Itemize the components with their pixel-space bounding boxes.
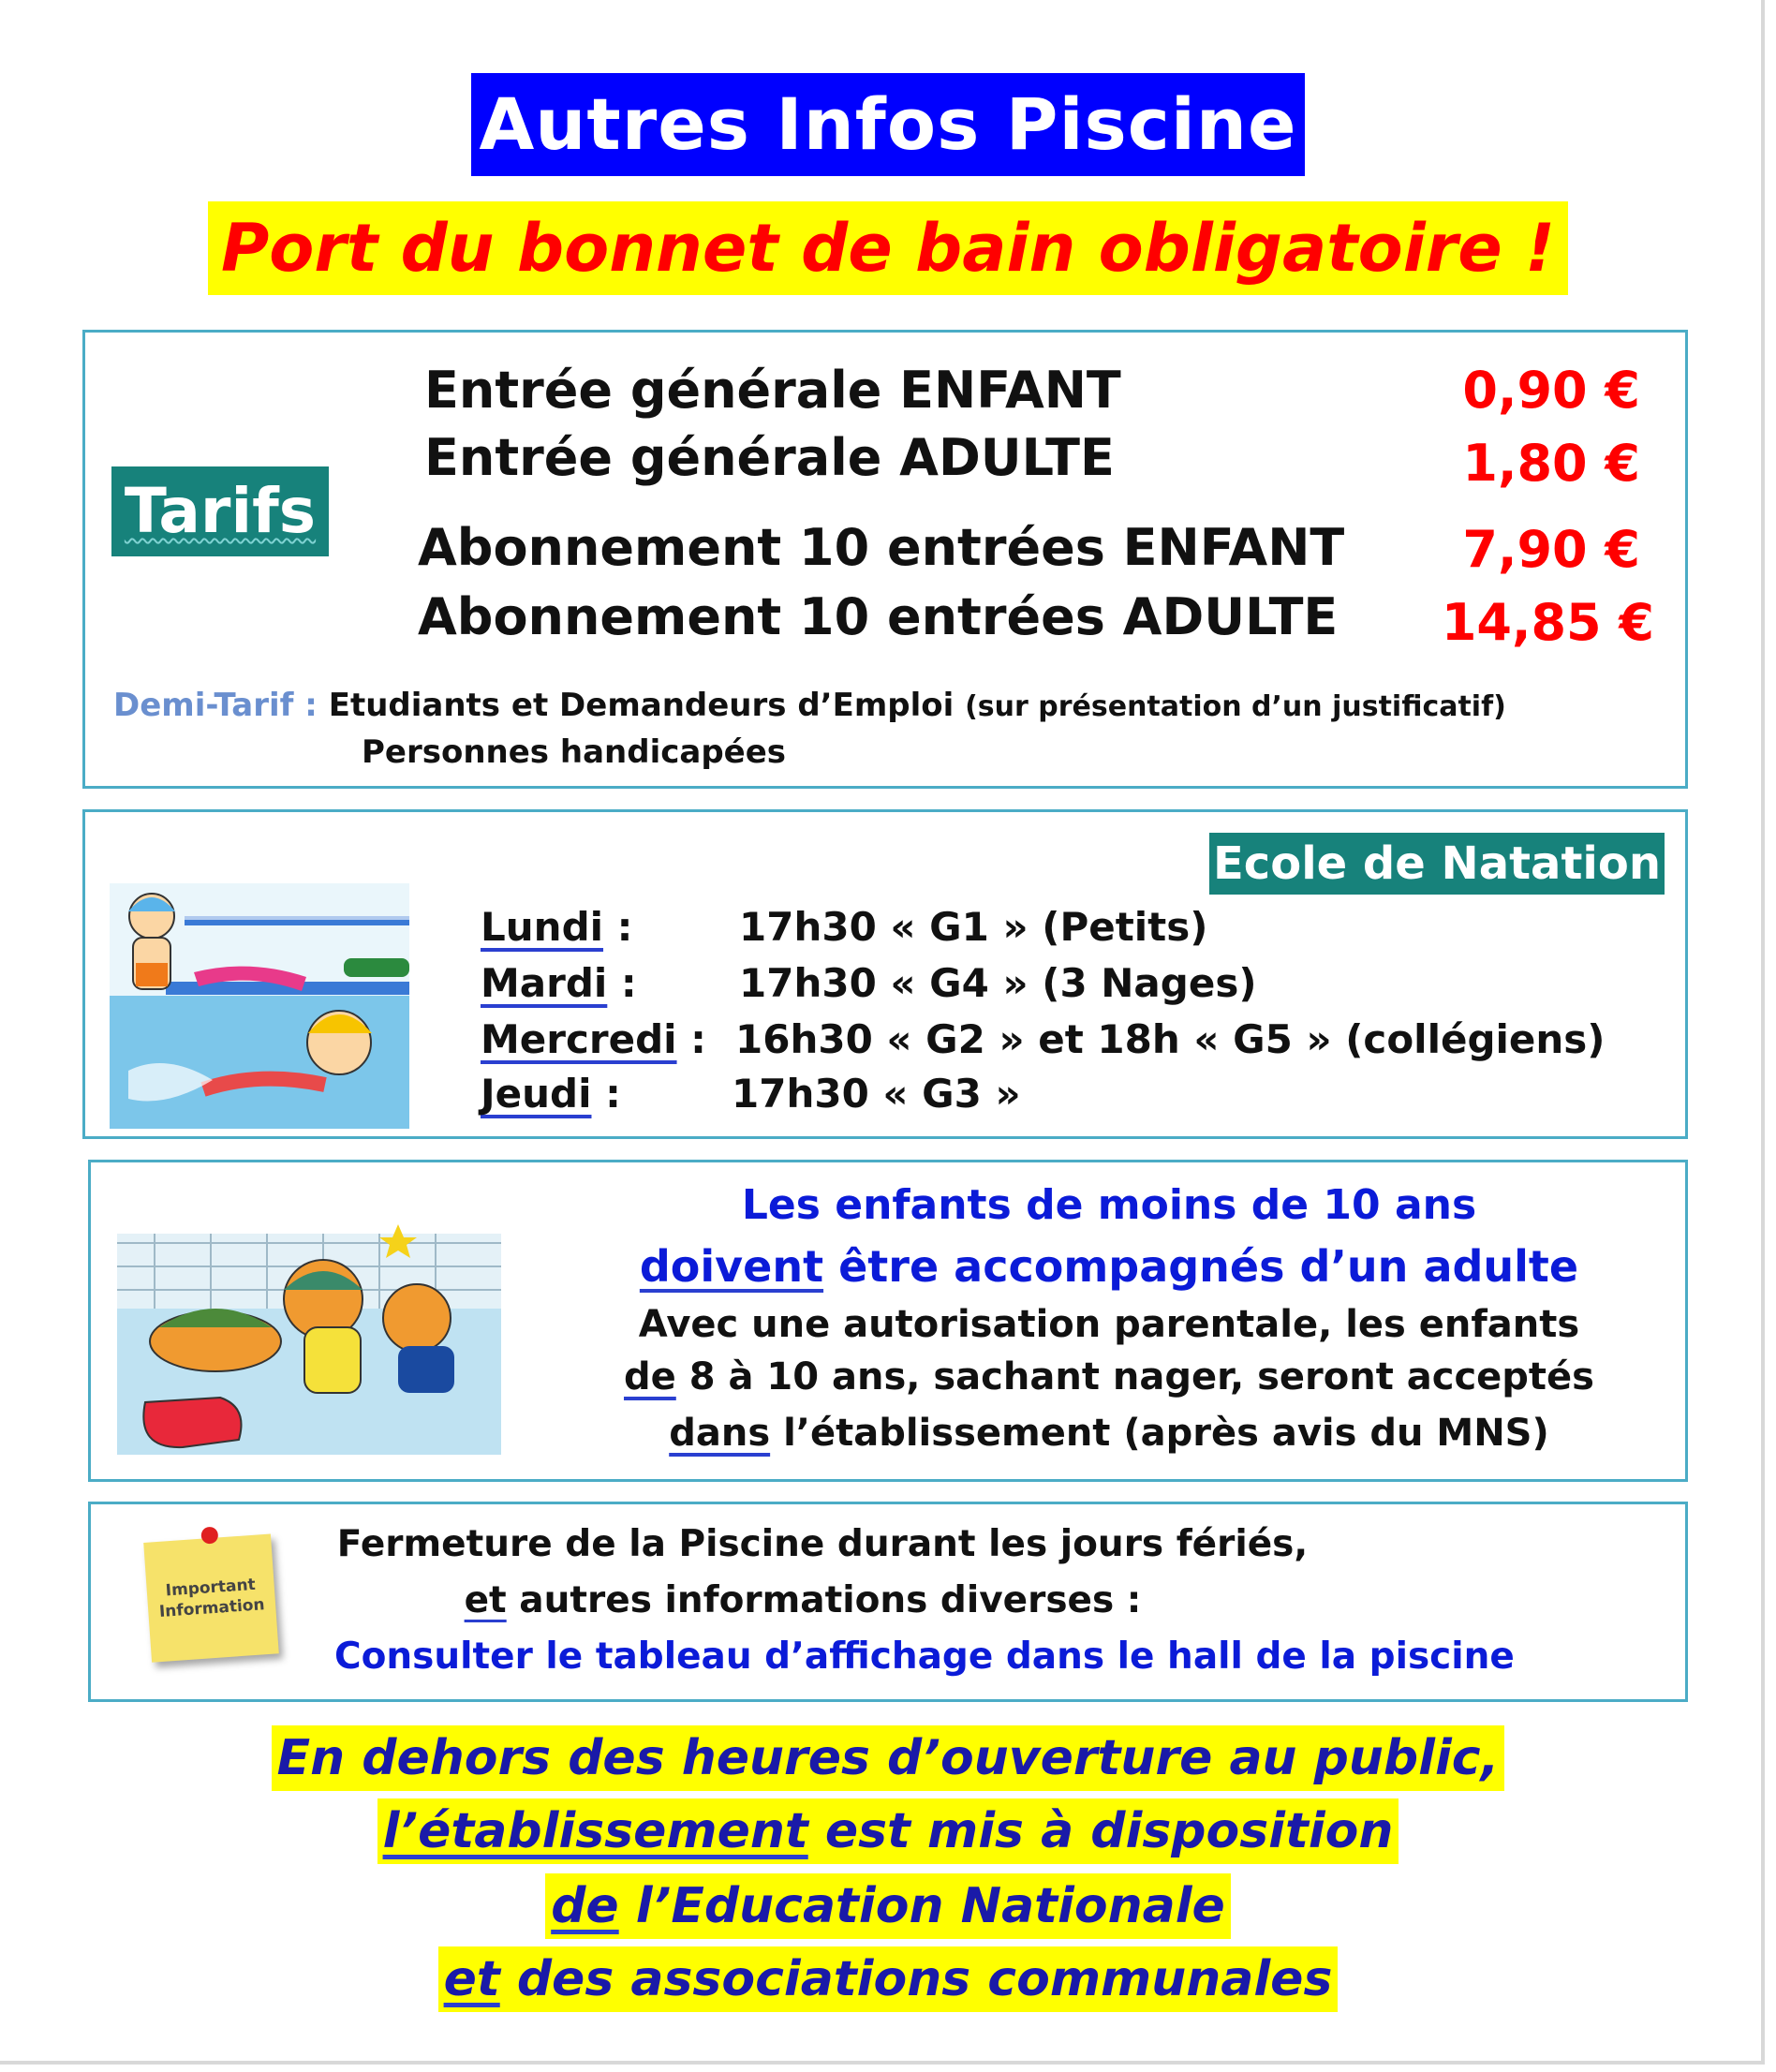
schedule-slot: 16h30 « G2 » et 18h « G5 » (collégiens) (735, 1016, 1606, 1062)
schedule-sep: : (591, 1071, 621, 1117)
footer-3-emph: de (551, 1878, 619, 1934)
info-line-1: Fermeture de la Piscine durant les jours fériés, (336, 1523, 1309, 1565)
bonnet-notice: Port du bonnet de bain obligatoire ! (208, 201, 1568, 295)
kids-line-5-emph: dans (669, 1412, 771, 1455)
page-title: Autres Infos Piscine (471, 73, 1304, 176)
note-line-1: Important (165, 1575, 257, 1601)
footer-text-4 (438, 1946, 1339, 2012)
price-value-adulte: 1,80 € (1462, 434, 1640, 493)
info-box (88, 1502, 1688, 1702)
footer-4-rest: des associations communales (499, 1951, 1333, 2007)
footer-line-4 (0, 1946, 1776, 2012)
subtitle-row (0, 201, 1776, 295)
demi-tarif-note: (sur présentation d’un justificatif) (965, 690, 1506, 723)
kids-line-4-rest: 8 à 10 ans, sachant nager, seront acceptés (675, 1355, 1594, 1399)
footer-line-2 (0, 1798, 1776, 1864)
swimming-kids-illustration (110, 883, 409, 1129)
kids-box (88, 1160, 1688, 1482)
kids-line-4-emph: de (624, 1355, 676, 1399)
kids-line-5-rest: l’établissement (après avis du MNS) (770, 1412, 1549, 1455)
kids-line-2 (312, 1241, 1776, 1292)
schedule-day: Jeudi (481, 1071, 592, 1117)
info-line-3: Consulter le tableau d’affichage dans le hall de la piscine (334, 1635, 1515, 1678)
footer-text-2 (377, 1798, 1399, 1864)
schedule-row (481, 904, 632, 950)
tarifs-badge-label: Tarifs (124, 475, 317, 547)
schedule-day: Mercredi (481, 1016, 677, 1062)
note-line-2: Information (158, 1595, 266, 1622)
kids-line-3: Avec une autorisation parentale, les enfants (638, 1303, 1580, 1346)
schedule-slot: 17h30 « G1 » (Petits) (739, 904, 1208, 950)
schedule-row (481, 1071, 621, 1117)
footer-3-rest: l’Education Nationale (618, 1878, 1225, 1934)
ecole-badge: Ecole de Natation (1209, 833, 1665, 895)
schedule-slot: 17h30 « G3 » (732, 1071, 1021, 1117)
price-value-abo-enfant: 7,90 € (1462, 520, 1640, 579)
ecole-box (82, 809, 1688, 1139)
footer-text-3 (545, 1873, 1231, 1939)
schedule-day: Lundi (481, 904, 604, 950)
schedule-slot: 17h30 « G4 » (3 Nages) (739, 960, 1257, 1006)
demi-tarif-text: Etudiants et Demandeurs d’Emploi (328, 687, 955, 724)
footer-line-3 (0, 1873, 1776, 1939)
price-label-abo-enfant: Abonnement 10 entrées ENFANT (418, 518, 1345, 577)
schedule-sep: : (676, 1016, 706, 1062)
tarifs-box (82, 330, 1688, 789)
footer-4-emph: et (443, 1951, 500, 2007)
kids-line-1: Les enfants de moins de 10 ans (741, 1181, 1477, 1229)
title-row (0, 73, 1776, 176)
demi-tarif-label: Demi-Tarif : (113, 687, 318, 724)
schedule-day: Mardi (481, 960, 608, 1006)
info-line-2-emph: et (464, 1579, 507, 1621)
price-value-abo-adulte: 14,85 € (1441, 593, 1654, 652)
footer-text-1: En dehors des heures d’ouverture au public, (272, 1725, 1505, 1791)
price-label-abo-adulte: Abonnement 10 entrées ADULTE (418, 587, 1339, 646)
price-label-enfant: Entrée générale ENFANT (424, 361, 1121, 420)
kids-line-2-emph: doivent (639, 1241, 824, 1292)
demi-tarif-line (113, 687, 1506, 724)
footer-line-1 (0, 1725, 1776, 1791)
demi-tarif-line2: Personnes handicapées (362, 733, 787, 771)
price-label-adulte: Entrée générale ADULTE (424, 428, 1115, 487)
schedule-row (481, 960, 637, 1006)
info-line-2-rest: autres informations diverses : (506, 1579, 1142, 1621)
kids-line-2-rest: être accompagnés d’un adulte (823, 1241, 1579, 1292)
schedule-sep: : (603, 904, 633, 950)
tarifs-badge (111, 466, 329, 556)
schedule-row (481, 1016, 706, 1062)
price-value-enfant: 0,90 € (1462, 361, 1640, 420)
kids-line-5 (312, 1412, 1776, 1455)
footer-2-rest: est mis à disposition (807, 1803, 1394, 1859)
kids-line-4 (312, 1355, 1776, 1399)
info-line-2 (91, 1579, 1515, 1621)
schedule-sep: : (607, 960, 637, 1006)
footer-2-emph: l’établissement (382, 1803, 808, 1859)
